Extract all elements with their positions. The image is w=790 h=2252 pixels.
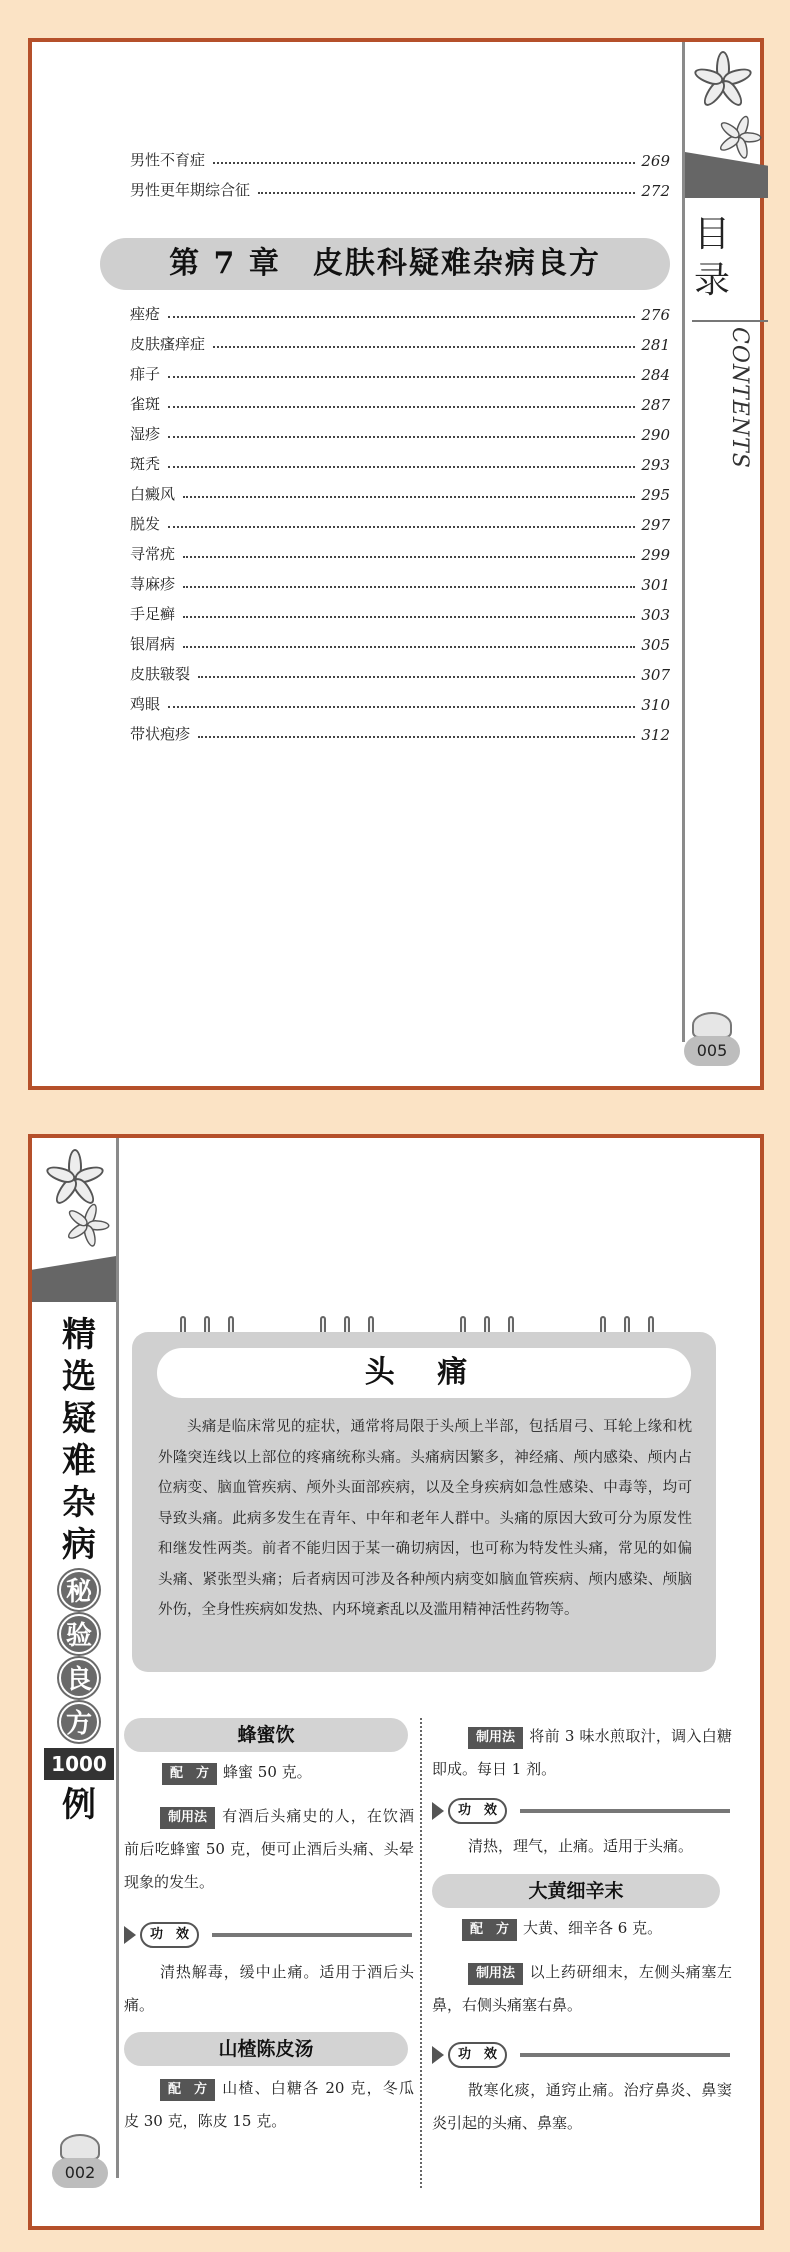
lily-flower-icon [61,1199,114,1252]
toc-entry[interactable]: 痱子 284 [130,365,670,384]
lily-flower-icon [688,46,758,116]
page-number: 002 [52,2158,108,2188]
toc-entry[interactable]: 皮肤皲裂 307 [130,665,670,684]
remedy-title: 山楂陈皮汤 [124,2032,408,2066]
remedy-effect: 清热，理气，止痛。适用于头痛。 [468,1837,694,1855]
book-title-vertical: 精 选 疑 难 杂 病 秘 验 良 方 1000 例 [52,1314,106,1826]
remedy-effect: 散寒化痰，通窍止痛。治疗鼻炎、鼻窦炎引起的头痛、鼻塞。 [432,2081,732,2132]
remedy-method: 制用法 将前 3 味水煎取汁，调入白糖即成。每日 1 剂。 [432,1727,732,1778]
toc-entry[interactable]: 湿疹 290 [130,425,670,444]
crown-ornament-icon [692,1012,732,1038]
intro-text: 头痛是临床常见的症状，通常将局限于头颅上半部，包括眉弓、耳轮上缘和枕外隆突连线以上部位的疼痛统称头痛。头痛病因繁多，神经痛、颅内感染、颅内占位病变、脑血管疾病、颅外头面部疾病，以及全身疾病如急性感染、中毒等，均可导致头痛。此病多发生在青年、中年和老年人群中。头痛的原因大致可分为原发性和继发性两类。前者不能归因于某一确切病因，也可称为特发性头痛，常见的如偏头痛、紧张型头痛；后者病因可涉及各种颅内病变如脑血管疾病、颅内感染、颅脑外伤，全身性疾病如发热、内环境紊乱以及滥用精神活性药物等。 [158,1419,692,1618]
content-page [28,1134,764,2230]
remedy-effect: 清热解毒，缓中止痛。适用于酒后头痛。 [124,1963,414,2014]
side-band [32,1256,116,1302]
remedy-formula: 配 方 山楂、白糖各 20 克，冬瓜皮 30 克，陈皮 15 克。 [124,2079,414,2130]
toc-entry[interactable]: 皮肤瘙痒症 281 [130,335,670,354]
toc-entry[interactable]: 鸡眼 310 [130,695,670,714]
toc-entry[interactable]: 白癜风 295 [130,485,670,504]
divider [692,320,768,322]
toc-entry[interactable]: 雀斑 287 [130,395,670,414]
lily-flower-icon [713,111,766,164]
remedy-title: 大黄细辛末 [432,1874,720,1908]
remedy-title: 蜂蜜饮 [124,1718,408,1752]
remedy-method: 制用法 以上药研细末，左侧头痛塞左鼻，右侧头痛塞右鼻。 [432,1963,732,2014]
remedy-method: 制用法 有酒后头痛史的人，在饮酒前后吃蜂蜜 50 克，便可止酒后头痛、头晕现象的发生。 [124,1807,414,1891]
toc-entry[interactable]: 男性更年期综合征 272 [130,181,670,200]
page-number: 005 [684,1036,740,1066]
effect-header: 功 效 [124,1922,412,1948]
remedy-formula: 配 方 大黄、细辛各 6 克。 [462,1912,732,1945]
crown-ornament-icon [60,2134,100,2160]
margin-line [116,1138,119,2178]
toc-entry[interactable]: 斑秃 293 [130,455,670,474]
effect-header: 功 效 [432,1798,730,1824]
toc-entry[interactable]: 寻常疣 299 [130,545,670,564]
toc-entry[interactable]: 银屑病 305 [130,635,670,654]
toc-entry[interactable]: 荨麻疹 301 [130,575,670,594]
margin-line [682,42,685,1042]
section-title: 头 痛 [157,1348,691,1398]
chapter-title: 第 7 章 皮肤科疑难杂病良方 [100,238,670,290]
side-title: 目 录 [693,214,730,301]
toc-entry[interactable]: 脱发 297 [130,515,670,534]
remedy-formula: 配 方 蜂蜜 50 克。 [162,1756,412,1789]
side-subtitle: CONTENTS [727,327,752,469]
toc-entry[interactable]: 带状疱疹 312 [130,725,670,744]
toc-entry[interactable]: 痤疮 276 [130,305,670,324]
toc-page [28,38,764,1090]
column-divider [420,1718,422,2188]
effect-header: 功 效 [432,2042,730,2068]
toc-entry[interactable]: 男性不育症 269 [130,151,670,170]
toc-entry[interactable]: 手足癣 303 [130,605,670,624]
intro-box [132,1332,716,1672]
